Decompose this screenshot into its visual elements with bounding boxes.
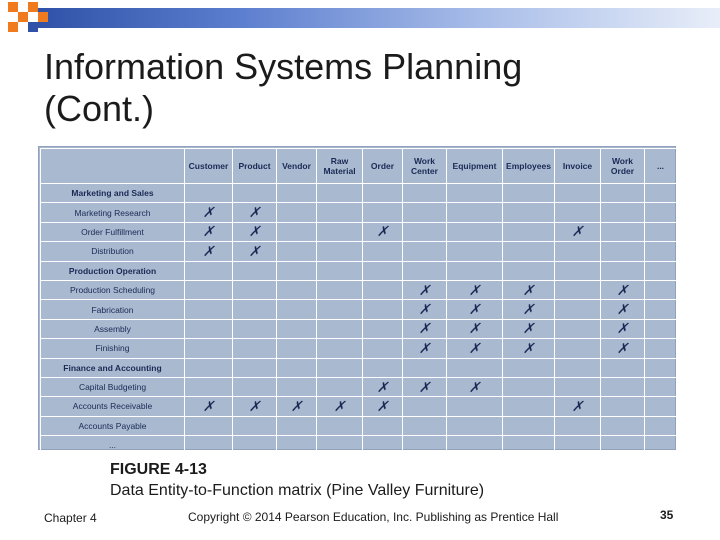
matrix-cell: [363, 416, 403, 435]
matrix-cell: [317, 339, 363, 358]
matrix-section-label: Finance and Accounting: [41, 358, 185, 377]
matrix-row-label: Accounts Receivable: [41, 397, 185, 416]
matrix-row: [41, 300, 677, 319]
matrix-mark: ✗: [555, 397, 601, 416]
footer-copyright: Copyright © 2014 Pearson Education, Inc. Publishing as Prentice Hall: [188, 510, 559, 524]
matrix-cell: [601, 397, 645, 416]
matrix-section-row: [41, 358, 677, 377]
matrix-row: [41, 397, 677, 416]
matrix-cell: [185, 280, 233, 299]
matrix-mark: ✗: [447, 280, 503, 299]
matrix-cell: [277, 203, 317, 222]
matrix-cell: [645, 184, 677, 203]
matrix-column-header: [447, 149, 503, 184]
matrix-column-header-label: Customer: [188, 161, 229, 171]
matrix-mark: ✗: [185, 203, 233, 222]
slide-title-line2: (Cont.): [44, 88, 155, 129]
matrix-column-header-label: Raw Material: [323, 156, 356, 176]
matrix-mark: ✗: [403, 300, 447, 319]
matrix-cell: [185, 300, 233, 319]
matrix-cell: [503, 261, 555, 280]
matrix-cell: [363, 203, 403, 222]
matrix-cell: [185, 261, 233, 280]
matrix-row: [41, 339, 677, 358]
matrix-cell: [277, 377, 317, 396]
matrix-header-row: [41, 149, 677, 184]
matrix-mark: ✗: [233, 203, 277, 222]
matrix-column-header-label: ...: [656, 161, 665, 171]
footer-chapter: Chapter 4: [44, 511, 97, 525]
matrix-cell: [277, 242, 317, 261]
matrix-cell: [645, 319, 677, 338]
matrix-row: [41, 203, 677, 222]
matrix-mark: ✗: [233, 397, 277, 416]
matrix-cell: [277, 300, 317, 319]
matrix-cell: [363, 339, 403, 358]
matrix-column-header: [601, 149, 645, 184]
matrix-cell: [645, 203, 677, 222]
matrix-cell: [447, 397, 503, 416]
matrix-cell: [503, 222, 555, 241]
matrix-cell: [363, 319, 403, 338]
matrix-column-header: [317, 149, 363, 184]
matrix-cell: [317, 261, 363, 280]
matrix-row-label: Marketing Research: [41, 203, 185, 222]
matrix-cell: [555, 377, 601, 396]
matrix-cell: [555, 242, 601, 261]
matrix-cell: [363, 280, 403, 299]
matrix-cell: [277, 416, 317, 435]
matrix-mark: ✗: [403, 377, 447, 396]
matrix-cell: [233, 436, 277, 455]
matrix-mark: ✗: [601, 339, 645, 358]
slide-logo: [0, 0, 56, 44]
matrix-cell: [555, 261, 601, 280]
matrix-column-header-label: Work Center: [411, 156, 438, 176]
matrix-cell: [645, 377, 677, 396]
matrix-cell: [233, 319, 277, 338]
matrix-mark: ✗: [503, 280, 555, 299]
matrix-cell: [555, 436, 601, 455]
matrix-cell: [601, 222, 645, 241]
matrix-cell: [185, 377, 233, 396]
matrix-section-row: [41, 184, 677, 203]
matrix-cell: [555, 416, 601, 435]
matrix-cell: [447, 416, 503, 435]
matrix-cell: [185, 358, 233, 377]
matrix-cell: [601, 358, 645, 377]
matrix-cell: [555, 203, 601, 222]
slide-title: [44, 46, 664, 130]
matrix-section-label: Marketing and Sales: [41, 184, 185, 203]
matrix-cell: [277, 436, 317, 455]
matrix-cell: [185, 319, 233, 338]
matrix-column-header: [233, 149, 277, 184]
matrix-column-header-label: Vendor: [282, 161, 311, 171]
matrix-mark: ✗: [363, 377, 403, 396]
matrix-mark: ✗: [447, 300, 503, 319]
matrix-column-header-label: Equipment: [452, 161, 497, 171]
matrix-cell: [645, 222, 677, 241]
matrix-table: [40, 148, 677, 455]
matrix-cell: [233, 184, 277, 203]
matrix-cell: [645, 280, 677, 299]
matrix-row-label: Production Scheduling: [41, 280, 185, 299]
matrix-cell: [317, 300, 363, 319]
entity-function-matrix: [38, 146, 676, 450]
matrix-row: [41, 280, 677, 299]
matrix-cell: [447, 261, 503, 280]
matrix-cell: [645, 358, 677, 377]
matrix-mark: ✗: [277, 397, 317, 416]
matrix-row: [41, 242, 677, 261]
matrix-cell: [317, 377, 363, 396]
matrix-cell: [503, 377, 555, 396]
matrix-row: [41, 416, 677, 435]
matrix-cell: [403, 358, 447, 377]
matrix-cell: [601, 242, 645, 261]
matrix-row-label: Distribution: [41, 242, 185, 261]
matrix-cell: [233, 377, 277, 396]
matrix-column-header-label: Work Order: [610, 156, 635, 176]
matrix-row-label: Finishing: [41, 339, 185, 358]
matrix-cell: [555, 300, 601, 319]
matrix-cell: [447, 242, 503, 261]
matrix-row-label: Capital Budgeting: [41, 377, 185, 396]
matrix-mark: ✗: [185, 242, 233, 261]
matrix-mark: ✗: [447, 377, 503, 396]
matrix-mark: ✗: [503, 300, 555, 319]
matrix-row-label: Order Fulfillment: [41, 222, 185, 241]
matrix-cell: [233, 261, 277, 280]
matrix-cell: [601, 416, 645, 435]
matrix-cell: [363, 436, 403, 455]
matrix-cell: [601, 203, 645, 222]
matrix-section-label: Production Operation: [41, 261, 185, 280]
matrix-cell: [363, 242, 403, 261]
matrix-cell: [317, 280, 363, 299]
matrix-column-header-label: Product: [238, 161, 271, 171]
matrix-cell: [277, 222, 317, 241]
matrix-cell: [645, 436, 677, 455]
matrix-cell: [447, 184, 503, 203]
matrix-section-row: [41, 261, 677, 280]
matrix-cell: [277, 280, 317, 299]
matrix-cell: [317, 203, 363, 222]
matrix-column-header-label: Invoice: [562, 161, 593, 171]
matrix-mark: ✗: [363, 222, 403, 241]
matrix-cell: [555, 184, 601, 203]
matrix-cell: [277, 184, 317, 203]
matrix-cell: [601, 261, 645, 280]
matrix-cell: [233, 300, 277, 319]
matrix-cell: [317, 416, 363, 435]
matrix-cell: [503, 203, 555, 222]
matrix-body: [41, 184, 677, 455]
matrix-mark: ✗: [555, 222, 601, 241]
matrix-cell: [277, 339, 317, 358]
matrix-cell: [233, 339, 277, 358]
matrix-mark: ✗: [447, 319, 503, 338]
matrix-cell: [403, 397, 447, 416]
matrix-cell: [555, 339, 601, 358]
matrix-cell: [645, 416, 677, 435]
page-number: 35: [660, 508, 674, 522]
matrix-column-header: [555, 149, 601, 184]
matrix-column-header: [277, 149, 317, 184]
matrix-cell: [233, 416, 277, 435]
matrix-cell: [277, 261, 317, 280]
slide-title-line1: Information Systems Planning: [44, 46, 523, 87]
matrix-mark: ✗: [185, 222, 233, 241]
matrix-cell: [403, 222, 447, 241]
matrix-cell: [601, 436, 645, 455]
matrix-cell: [503, 358, 555, 377]
matrix-cell: [363, 358, 403, 377]
matrix-cell: [447, 203, 503, 222]
figure-caption: [110, 459, 484, 501]
matrix-cell: [447, 358, 503, 377]
matrix-cell: [363, 184, 403, 203]
matrix-mark: ✗: [503, 319, 555, 338]
matrix-cell: [317, 184, 363, 203]
matrix-cell: [503, 184, 555, 203]
matrix-cell: [447, 222, 503, 241]
matrix-cell: [503, 436, 555, 455]
matrix-row-label: Fabrication: [41, 300, 185, 319]
matrix-row-label: Accounts Payable: [41, 416, 185, 435]
matrix-cell: [403, 261, 447, 280]
matrix-row-label: ...: [41, 436, 185, 455]
matrix-cell: [317, 242, 363, 261]
matrix-cell: [403, 242, 447, 261]
matrix-column-header: [645, 149, 677, 184]
matrix-mark: ✗: [233, 242, 277, 261]
matrix-row: [41, 377, 677, 396]
matrix-cell: [363, 300, 403, 319]
matrix-mark: ✗: [503, 339, 555, 358]
title-accent-bar: [38, 8, 720, 28]
matrix-cell: [645, 339, 677, 358]
matrix-mark: ✗: [317, 397, 363, 416]
matrix-mark: ✗: [601, 280, 645, 299]
matrix-cell: [645, 300, 677, 319]
matrix-cell: [277, 358, 317, 377]
matrix-cell: [403, 184, 447, 203]
matrix-row: [41, 222, 677, 241]
matrix-mark: ✗: [363, 397, 403, 416]
matrix-mark: ✗: [403, 319, 447, 338]
matrix-cell: [185, 184, 233, 203]
matrix-cell: [555, 280, 601, 299]
matrix-mark: ✗: [403, 339, 447, 358]
matrix-cell: [503, 242, 555, 261]
matrix-cell: [503, 397, 555, 416]
matrix-mark: ✗: [447, 339, 503, 358]
matrix-mark: ✗: [403, 280, 447, 299]
matrix-cell: [447, 436, 503, 455]
matrix-cell: [645, 242, 677, 261]
matrix-cell: [645, 397, 677, 416]
figure-description: Data Entity-to-Function matrix (Pine Valley Furniture): [110, 482, 485, 499]
matrix-mark: ✗: [185, 397, 233, 416]
matrix-cell: [317, 436, 363, 455]
matrix-column-header: [403, 149, 447, 184]
matrix-cell: [555, 319, 601, 338]
matrix-cell: [645, 261, 677, 280]
matrix-cell: [503, 416, 555, 435]
matrix-row: [41, 436, 677, 455]
matrix-cell: [233, 280, 277, 299]
matrix-column-header: [185, 149, 233, 184]
matrix-column-header: [503, 149, 555, 184]
matrix-cell: [403, 436, 447, 455]
matrix-cell: [185, 339, 233, 358]
matrix-cell: [317, 358, 363, 377]
matrix-cell: [601, 377, 645, 396]
matrix-column-header: [363, 149, 403, 184]
matrix-mark: ✗: [601, 319, 645, 338]
matrix-cell: [363, 261, 403, 280]
matrix-column-header-label: Employees: [506, 161, 551, 171]
figure-number: FIGURE 4-13: [110, 461, 207, 478]
matrix-cell: [317, 222, 363, 241]
matrix-cell: [601, 184, 645, 203]
matrix-cell: [317, 319, 363, 338]
matrix-cell: [403, 416, 447, 435]
matrix-cell: [555, 358, 601, 377]
matrix-cell: [277, 319, 317, 338]
matrix-column-header-label: Order: [370, 161, 395, 171]
matrix-cell: [185, 436, 233, 455]
matrix-row-label: Assembly: [41, 319, 185, 338]
matrix-corner-cell: [41, 149, 185, 184]
matrix-cell: [185, 416, 233, 435]
matrix-cell: [233, 358, 277, 377]
matrix-mark: ✗: [233, 222, 277, 241]
matrix-cell: [403, 203, 447, 222]
matrix-row: [41, 319, 677, 338]
matrix-mark: ✗: [601, 300, 645, 319]
